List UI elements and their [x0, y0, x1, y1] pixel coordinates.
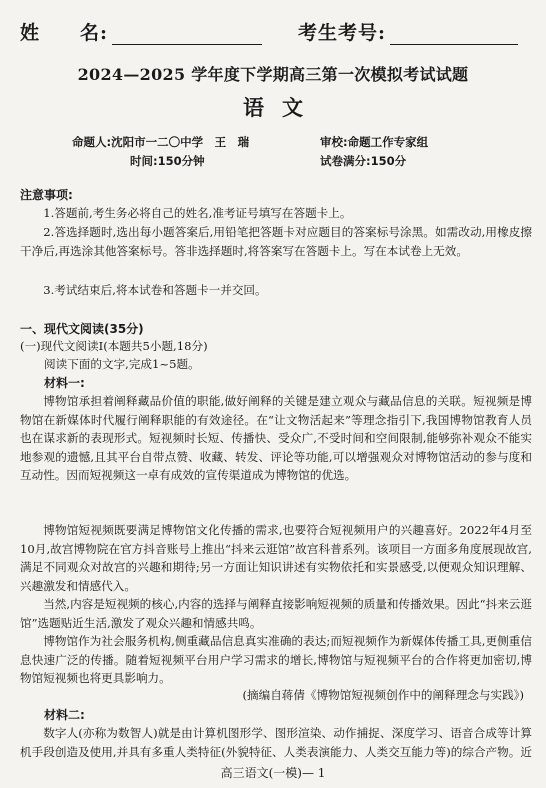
notice-item-2: 2.答选择题时,选出每小题答案后,用铅笔把答题卡对应题目的答案标号涂黑。如需改动,用橡皮擦干净后,再选涂其他答案标号。答非选择题时,将答案写在答题卡上。写在本试卷上无效。 — [20, 225, 532, 258]
material-1-title: 材料一: — [44, 376, 85, 390]
page-footer: 高三语文(一模)— 1 — [220, 766, 326, 780]
material-2-paragraph: 数字人(亦称为数智人)就是由计算机图形学、图形渲染、动作捕捉、深度学习、语音合成等计算机手段创造及使用,并具有多重人类特征(外貌特征、人类表演能力、人类交互能力等)的综合产物。近 — [20, 726, 532, 759]
exam-title: 2024—2025 学年度下学期高三第一次模拟考试试题 — [77, 65, 469, 84]
exam-number-field[interactable] — [298, 18, 518, 45]
name-field[interactable] — [20, 18, 262, 45]
material-1-paragraph-1: 博物馆承担着阐释藏品价值的职能,做好阐释的关键是建立观众与藏品信息的关联。短视频是博物馆在新媒体时代履行阐释职能的有效途径。在“让文物活起来”等理念指引下,我国博物馆教育人员也在谋求新的表现形式。短视频时长短、传播快、受众广,不受时间和空间限制,能够弥补观众不能实地参观的遗憾,且其平台自带点赞、收藏、转发、评论等功能,可以增强观众对博物馆活动的参与度和互动性。因而短视频这一卓有成效的宣传渠道成为博物馆的优选。 — [20, 394, 532, 482]
notice-item-1: 1.答题前,考生务必将自己的姓名,准考证号填写在答题卡上。 — [43, 206, 352, 220]
time-info: 时间:150分钟 — [130, 154, 205, 168]
subject-title: 语文 — [243, 95, 321, 120]
exam-number-blank[interactable] — [390, 24, 518, 45]
material-1-source: (摘编自蒋倩《博物馆短视频创作中的阐释理念与实践》) — [242, 688, 524, 702]
exam-number-label: 考生考号: — [298, 22, 387, 44]
material-2-title: 材料二: — [44, 708, 85, 722]
name-label: 姓 名: — [20, 22, 109, 44]
material-1-paragraph-2: 博物馆短视频既要满足博物馆文化传播的需求,也要符合短视频用户的兴趣喜好。2022年4月至10月,故宫博物院在官方抖音账号上推出“抖来云逛馆”故宫科普系列。该项目一方面多角度展现故宫,满足不同观众对故宫的兴趣和期待;另一方面让知识讲述有实物依托和实景感受,以便观众知识理解、兴趣激发和情感代入。 — [20, 523, 532, 593]
notice-title: 注意事项: — [20, 188, 73, 202]
reviewer-info: 审校:命题工作专家组 — [320, 135, 429, 149]
author-info: 命题人:沈阳市一二〇中学 王 瑞 — [72, 135, 250, 149]
material-1-paragraph-3: 当然,内容是短视频的核心,内容的选择与阐释直接影响短视频的质量和传播效果。因此“抖来云逛馆”选题贴近生活,激发了观众兴趣和情感共鸣。 — [20, 597, 532, 630]
score-info: 试卷满分:150分 — [320, 154, 407, 168]
name-blank[interactable] — [112, 24, 262, 45]
material-1-paragraph-4: 博物馆作为社会服务机构,侧重藏品信息真实准确的表达;而短视频作为新媒体传播工具,更侧重信息快速广泛的传播。随着短视频平台用户学习需求的增长,博物馆与短视频平台的合作将更加密切,博物馆短视频也将更具影响力。 — [20, 634, 532, 685]
reading-instruction: 阅读下面的文字,完成1~5题。 — [44, 357, 200, 371]
section-title: 一、现代文阅读(35分) — [20, 322, 144, 336]
notice-item-3: 3.考试结束后,将本试卷和答题卡一并交回。 — [43, 283, 267, 297]
section-subtitle: (一)现代文阅读Ⅰ(本题共5小题,18分) — [20, 339, 208, 353]
candidate-info-header — [20, 18, 530, 46]
